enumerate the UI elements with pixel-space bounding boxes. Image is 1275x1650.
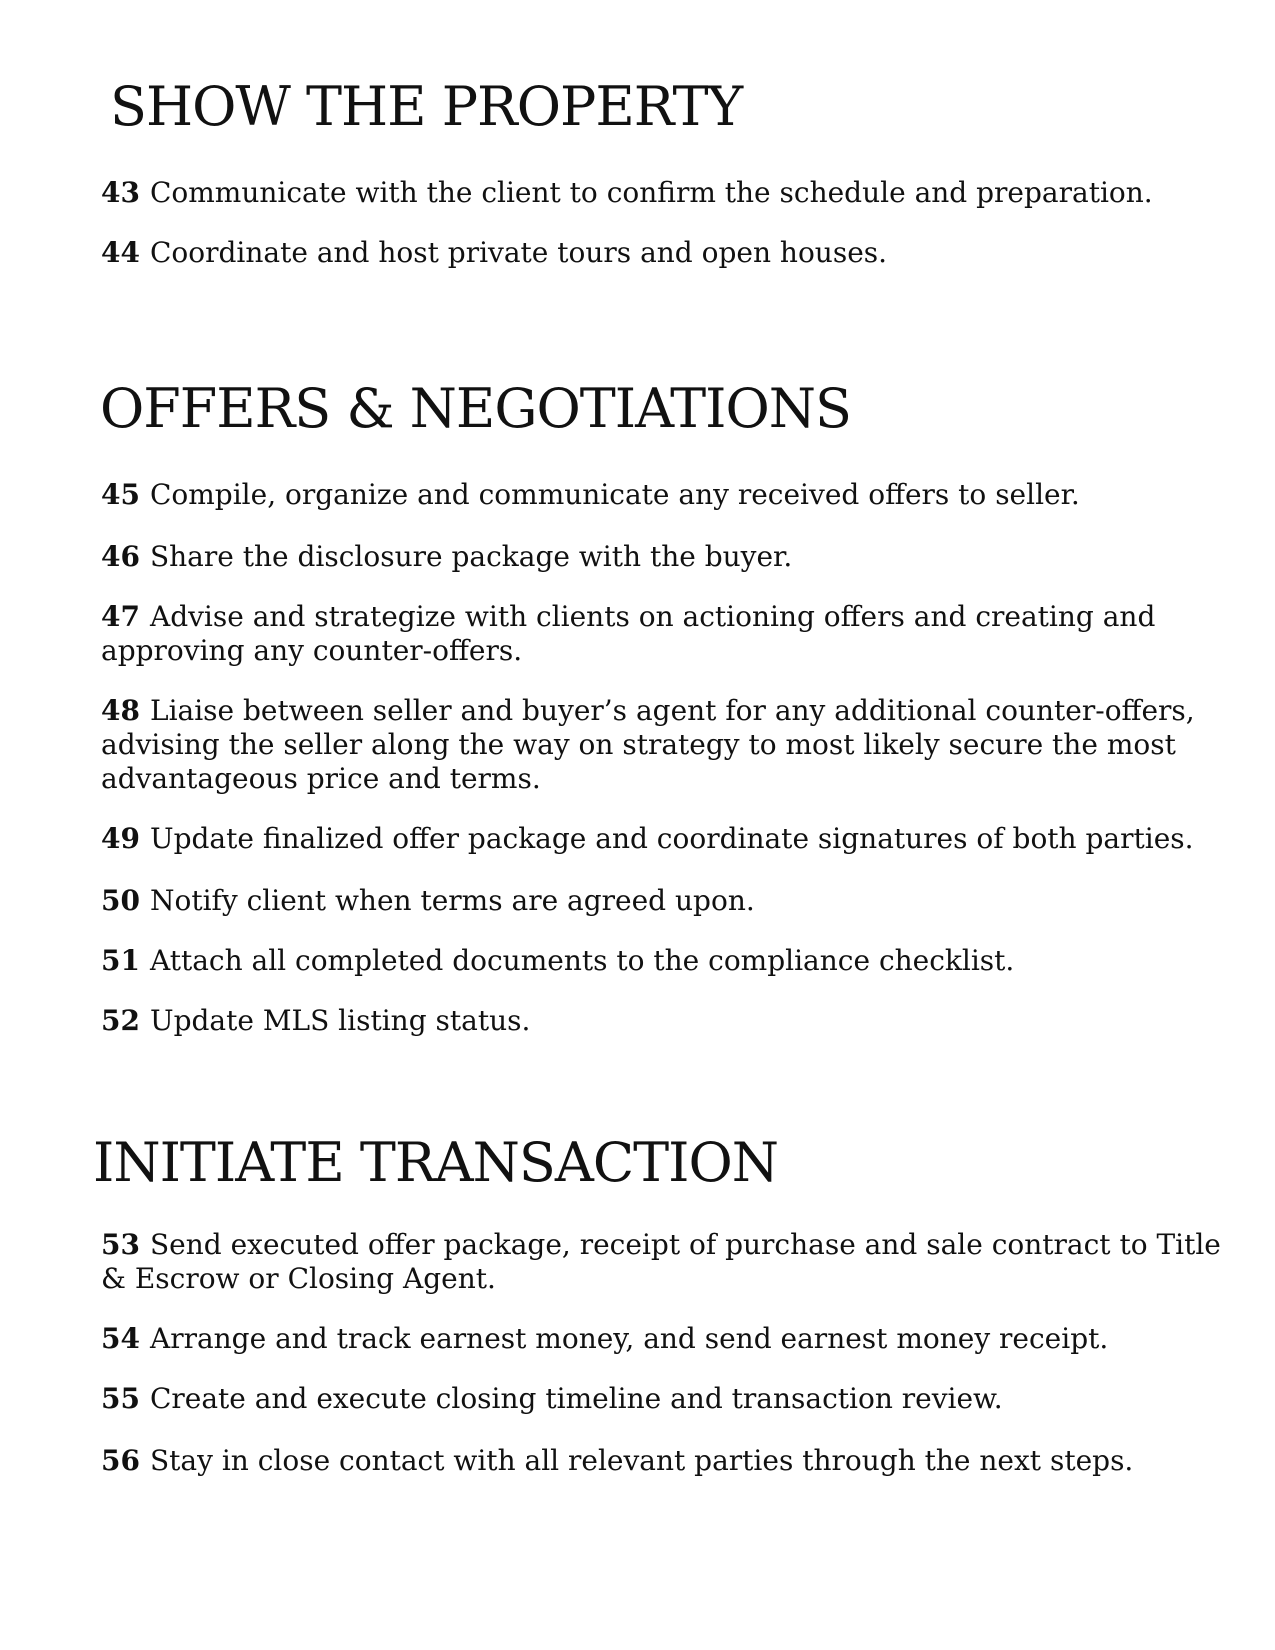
list-item-43: 43 Communicate with the client to confirm the schedule and preparation.	[101, 176, 1153, 209]
list-item-53: 53 Send executed offer package, receipt of purchase and sale contract to Title & Escrow or Closing Agent.	[101, 1228, 1221, 1295]
section-title-initiate-transaction: INITIATE TRANSACTION	[93, 1131, 779, 1194]
list-item-52: 52 Update MLS listing status.	[101, 1004, 531, 1037]
section-title-offers-negotiations: OFFERS & NEGOTIATIONS	[100, 377, 852, 440]
section-title-show-the-property: SHOW THE PROPERTY	[110, 75, 743, 138]
list-item-44: 44 Coordinate and host private tours and open houses.	[101, 236, 888, 269]
list-item-45: 45 Compile, organize and communicate any received offers to seller.	[101, 478, 1080, 511]
list-item-50: 50 Notify client when terms are agreed upon.	[101, 884, 755, 917]
list-item-56: 56 Stay in close contact with all relevant parties through the next steps.	[101, 1444, 1134, 1477]
list-item-49: 49 Update finalized offer package and coordinate signatures of both parties.	[101, 822, 1194, 855]
list-item-48: 48 Liaise between seller and buyer’s agent for any additional counter-offers, advising the seller along the way on strategy to most likely secure the most advantageous price and terms.	[101, 694, 1195, 795]
list-item-46: 46 Share the disclosure package with the buyer.	[101, 540, 793, 573]
list-item-55: 55 Create and execute closing timeline and transaction review.	[101, 1382, 1003, 1415]
list-item-47: 47 Advise and strategize with clients on actioning offers and creating and approving any counter-offers.	[101, 600, 1156, 667]
list-item-54: 54 Arrange and track earnest money, and send earnest money receipt.	[101, 1322, 1109, 1355]
list-item-51: 51 Attach all completed documents to the compliance checklist.	[101, 944, 1015, 977]
